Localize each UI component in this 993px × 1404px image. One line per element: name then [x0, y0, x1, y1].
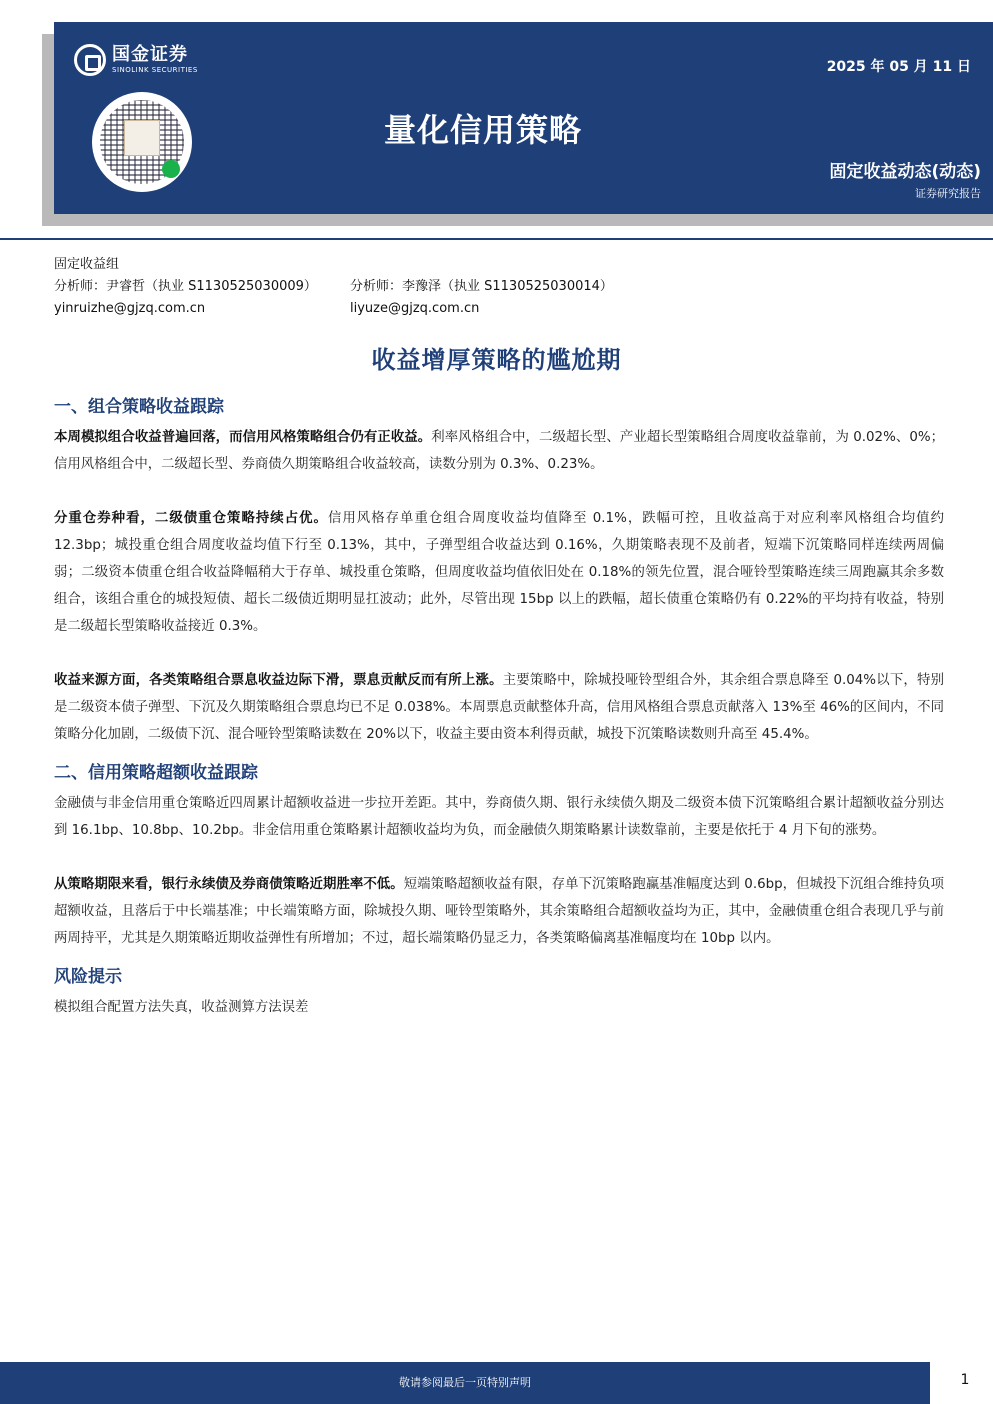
logo-name-cn: 国金证券 — [112, 44, 188, 65]
logo-mark-icon — [74, 44, 106, 76]
paragraph-text: 短端策略超额收益有限，存单下沉策略跑赢基准幅度达到 0.6bp，但城投下沉组合维持负项超额收益，且落后于中长端基准；中长端策略方面，除城投久期、哑铃型策略外，其余策略组合超额收益均为正，其中，金融债重仓组合表现几乎与前两周持平，尤其是久期策略近期收益弹性有所增加；不过，超长端策略仍显乏力，各类策略偏离基准幅度均在 10bp 以内。 — [54, 877, 944, 946]
analyst-2: 分析师：李豫泽（执业 S1130525030014） — [350, 279, 613, 294]
header-divider — [0, 238, 993, 240]
document-title: 收益增厚策略的尴尬期 — [371, 346, 622, 374]
paragraph-lead: 收益来源方面，各类策略组合票息收益边际下滑，票息贡献反而有所上涨。 — [54, 673, 503, 688]
logo-name-en: SINOLINK SECURITIES — [112, 66, 198, 74]
footer-bar — [0, 1362, 930, 1404]
report-series-title: 量化信用策略 — [384, 111, 583, 149]
body-paragraph — [54, 424, 944, 478]
disclaimer-note: 敬请参阅最后一页特别声明 — [399, 1376, 531, 1389]
analyst-info — [54, 254, 613, 320]
analyst-2-email[interactable]: liyuze@gjzq.com.cn — [350, 301, 480, 316]
section-heading: 一、组合策略收益跟踪 — [54, 397, 224, 417]
paragraph-lead: 分重仓券种看，二级债重仓策略持续占优。 — [54, 511, 328, 526]
page-number: 1 — [960, 1372, 970, 1388]
analyst-1-email[interactable]: yinruizhe@gjzq.com.cn — [54, 301, 206, 316]
risk-heading: 风险提示 — [54, 967, 122, 987]
qr-code-icon — [92, 92, 192, 192]
paragraph-lead: 本周模拟组合收益普遍回落，而信用风格策略组合仍有正收益。 — [54, 430, 432, 445]
paragraph-text: 主要策略中，除城投哑铃型组合外，其余组合票息降至 0.04%以下，特别是二级资本债子弹型、下沉及久期策略组合票息均已不足 0.038%。本周票息贡献整体升高，信用风格组合票息贡献落入 13%至 46%的区间内，不同策略分化加剧，二级债下沉、混合哑铃型策略读数在 20%以下，收益主要由资本利得贡献，城投下沉策略读数则升高至 45.4%。 — [54, 673, 945, 742]
team-name: 固定收益组 — [54, 257, 120, 272]
company-logo — [74, 44, 198, 76]
analyst-1: 分析师：尹睿哲（执业 S1130525030009） — [54, 279, 317, 294]
report-body — [54, 392, 944, 1021]
report-type: 固定收益动态(动态) — [829, 162, 981, 182]
paragraph-text: 信用风格存单重仓组合周度收益均值降至 0.1%，跌幅可控，且收益高于对应利率风格组合均值约 12.3bp；城投重仓组合周度收益均值下行至 0.13%，其中，子弹型组合收益达到 0.16%，久期策略表现不及前者，短端下沉策略同样连续两周偏弱；二级资本债重仓组合收益降幅稍大于存单、城投重仓策略，但周度收益均值依旧处在 0.18%的领先位置，混合哑铃型策略连续三周跑赢其余多数组合，该组合重仓的城投短债、超长二级债近期明显扛波动；此外，尽管出现 15bp 以上的跌幅，超长债重仓策略仍有 0.22%的平均持有收益，特别是二级超长型策略收益接近 0.3%。 — [54, 511, 944, 634]
section-heading: 二、信用策略超额收益跟踪 — [54, 763, 258, 783]
body-paragraph — [54, 667, 944, 748]
paragraph-text: 金融债与非金信用重仓策略近四周累计超额收益进一步拉开差距。其中，券商债久期、银行永续债久期及二级资本债下沉策略组合累计超额收益分别达到 16.1bp、10.8bp、10.2bp。非金信用重仓策略累计超额收益均为负，而金融债久期策略累计读数靠前，主要是依托于 4 月下旬的涨势。 — [54, 796, 944, 838]
paragraph-text: 利率风格组合中，二级超长型、产业超长型策略组合周度收益靠前，为 0.02%、0%；信用风格组合中，二级超长型、券商债久期策略组合收益较高，读数分别为 0.3%、0.23%。 — [54, 430, 944, 472]
risk-text: 模拟组合配置方法失真，收益测算方法误差 — [54, 1000, 309, 1015]
body-paragraph — [54, 790, 944, 844]
paragraph-lead: 从策略期限来看，银行永续债及券商债策略近期胜率不低。 — [54, 877, 404, 892]
body-paragraph — [54, 505, 944, 640]
report-date: 2025 年 05 月 11 日 — [826, 59, 971, 75]
body-paragraph — [54, 871, 944, 952]
report-category: 证券研究报告 — [915, 187, 981, 200]
